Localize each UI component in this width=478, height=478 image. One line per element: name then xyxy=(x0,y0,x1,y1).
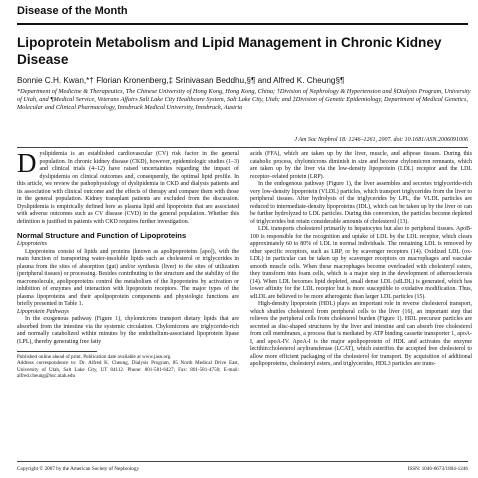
right-column xyxy=(250,151,472,369)
body-paragraph: High-density lipoprotein (HDL) plays an important role in reverse cholesterol transport, which shuttles cholesterol from peripheral cells to the liver (16), an important step that relieves the peripheral cells from cholesterol burden (Figure 1). HDL precursor particles are secreted as disc-shaped structures by the liver and intestine and can absorb free cholesterol from cell membranes, a process that is mediated by ATP binding cassette transporter 1, apoA-I, and apoA-IV. ApoA-I is the major apolipoprotein of HDL and activates the enzyme lecithin:cholesterol acyltransferase (LCAT), which esterifies the accepted free cholesterol to allow more efficient packaging of the cholesterol for transport. By acquisition of additional apolipoproteins, cholesteryl esters, and triglycerides, HDL3 particles are trans- xyxy=(250,301,472,367)
subheading-lipoproteins: Lipoproteins xyxy=(17,241,47,247)
footer-rule xyxy=(17,461,468,462)
section-heading: Normal Structure and Function of Lipoproteins xyxy=(17,231,187,240)
footnote-rule xyxy=(17,351,97,352)
affiliations: *Department of Medicine & Therapeutics, The Chinese University of Hong Kong, Hong Kong, China; †Division of Nephrology & Hypertension and §Dialysis Program, University of Utah, and ¶Medical Service, Veterans Affairs Salt Lake City Healthcare System, Salt Lake City, Utah; and ‡Division of Genetic Epidemiology, Department of Medical Genetics, Molecular and Clinical Pharmacology, Innsbruck Medical University, Innsbruck, Austria xyxy=(17,88,471,112)
subheading-pathways: Lipoprotein Pathways xyxy=(17,308,69,315)
intro-paragraph xyxy=(17,148,239,226)
article-title: Lipoprotein Metabolism and Lipid Management in Chronic Kidney Disease xyxy=(17,35,442,67)
publication-footnote: Published online ahead of print. Publication date available at www.jasn.org. xyxy=(17,354,172,360)
intro-text: yslipidemia is an established cardiovascular (CV) risk factor in the general population. In chronic kidney disease (CKD), however, epidemiologic studies (1–3) and clinical trials (4–12) have raised uncertainties regarding the impact of dyslipidemia on clinical outcomes and, consequently, the optimal lipid profile. In this article, we review the pathophysiology of dyslipidemia in CKD and dialysis patients and its association with clinical outcome and the effects of therapy and compare them with those in the general population. Kidney transplant patients are excluded from the discussion. Dyslipidemia is empirically defined here as plasma lipid and lipoprotein that are associated with adverse outcomes such as CV disease (CVD) in the general population. Whether this definition is justified in patients with CKD requires further investigation. xyxy=(17,151,239,225)
drop-cap: D xyxy=(17,148,37,178)
title-rule xyxy=(17,147,468,148)
body-paragraph: LDL transports cholesterol primarily to hepatocytes but also to peripheral tissues. ApoB-100 is responsible for the recognition and uptake of LDL by the LDL receptor, which clears approximately 60 to 80% of LDL in normal individuals. The remaining LDL is removed by other specific receptors, such as LRP, or by scavenger receptors (14). Oxidized LDL (ox-LDL) in particular can be taken up by scavenger receptors on macrophages and vascular smooth muscle cells. When these macrophages become overloaded with cholesteryl esters, they transform into foam cells, which is a major step in the development of atherosclerosis (14). When LDL becomes lipid depleted, small dense LDL (sdLDL) is generated, which has lower affinity for the LDL receptor but is more susceptible to oxidative modification. Thus, sdLDL are believed to be more atherogenic than larger LDL particles (15). xyxy=(250,226,472,300)
left-column xyxy=(17,148,239,380)
author-list: Bonnie C.H. Kwan,*† Florian Kronenberg,‡ Srinivasan Beddhu,§¶ and Alfred K. Cheung§¶ xyxy=(17,76,345,85)
correspondence-footnote: Address correspondence to: Dr. Alfred K. Cheung, Dialysis Program, 85 North Medical Drive East, University of Utah, Salt Lake City, UT 84112. Phone: 801-581-6427; Fax: 801-581-4750; E-mail: alfred.cheung@hsc.utah.edu xyxy=(17,360,239,380)
body-paragraph: acids (FFA), which are taken up by the liver, muscle, and adipose tissues. During this catabolic process, chylomicrons diminish in size and become chylomicron remnants, which are taken up by the liver via the low-density lipoprotein (LDL) receptor and the LDL receptor–related protein (LRP). xyxy=(250,151,472,180)
body-paragraph: Lipoproteins consist of lipids and proteins (known as apolipoproteins [apo]), with the main function of transporting water-insoluble lipids such as cholesterol or triglycerides in plasma from the sites of absorption (gut) and/or synthesis (liver) to the sites of utilization (peripheral tissues) or processing. Besides contributing to the structure and the stability of the macromolecule, apolipoproteins control the metabolism of the lipoproteins by activation or inhibition of enzymes and interaction with lipoprotein receptors. The major types of the plasma lipoproteins and their apolipoprotein components and physiologic functions are briefly presented in Table 1. xyxy=(17,248,239,307)
body-paragraph: In the endogenous pathway (Figure 1), the liver assembles and secretes triglyceride-rich very low-density lipoprotein (VLDL) particles, which transport triglycerides from the liver to peripheral tissues. After hydrolysis of the triglycerides by LPL, the VLDL particles are reduced to intermediate-density lipoproteins (IDL), which can be taken up by the liver or can be further hydrolyzed to LDL particles. During this conversion, the particles become depleted of triglycerides but retain considerable amounts of cholesterol (13). xyxy=(250,181,472,225)
header-rule xyxy=(17,23,468,25)
citation-line: J Am Soc Nephrol 18: 1246–1261, 2007. doi: 10.1681/ASN.2006091006 xyxy=(294,137,468,143)
copyright-notice: Copyright © 2007 by the American Society of Nephrology xyxy=(17,466,140,472)
body-paragraph: In the exogenous pathway (Figure 1), chylomicrons transport dietary lipids that are absorbed from the intestine via the systemic circulation. Chylomicrons are triglyceride-rich and normally catabolized within minutes by the endothelium-associated lipoprotein lipase (LPL), thereby generating free fatty xyxy=(17,316,239,345)
section-label: Disease of the Month xyxy=(17,5,128,17)
issn: ISSN: 1046-6673/1804-1246 xyxy=(407,466,468,472)
